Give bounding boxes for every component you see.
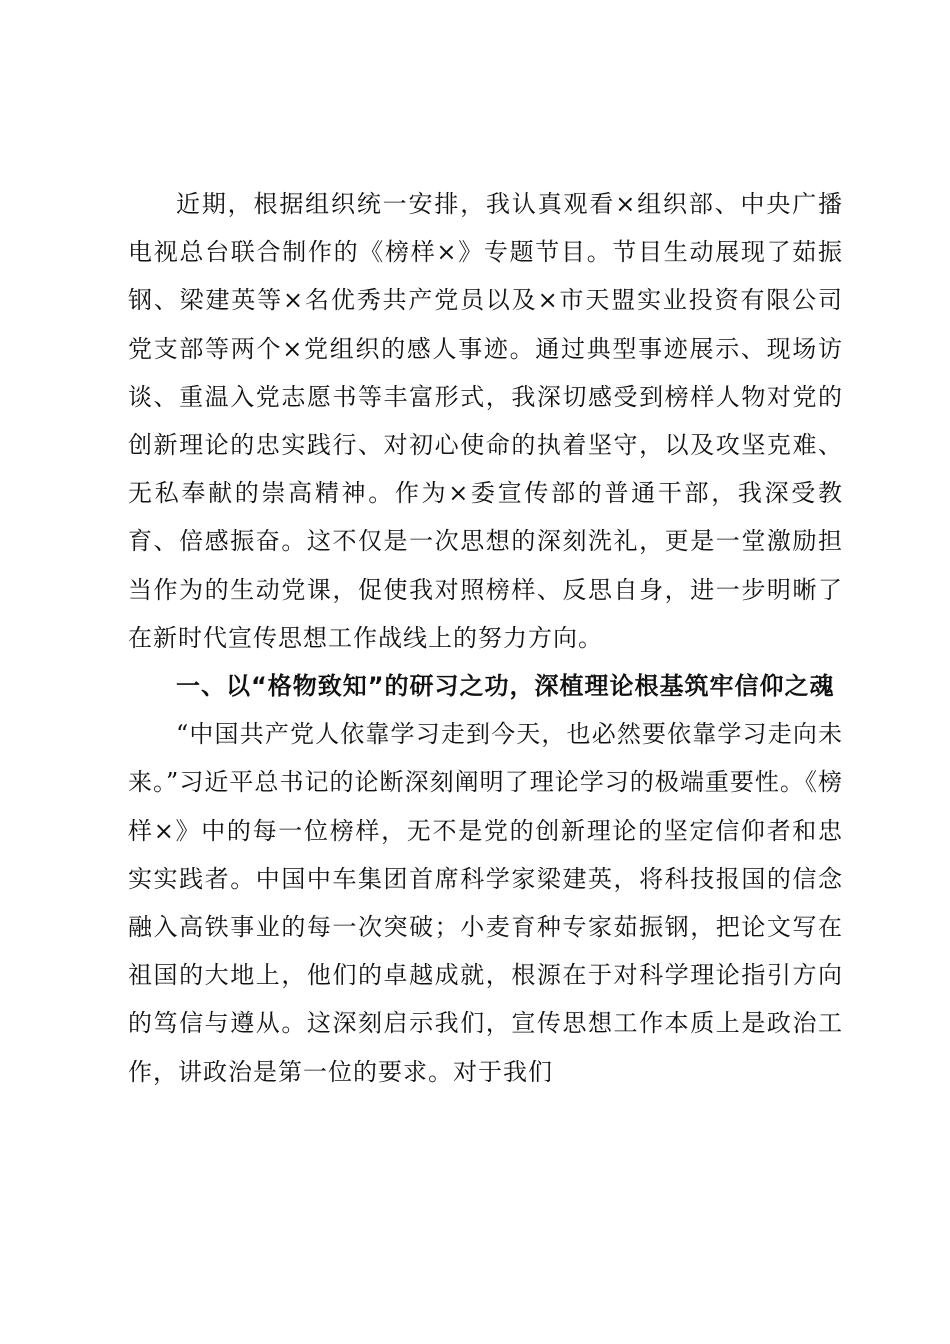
intro-paragraph: 近期，根据组织统一安排，我认真观看×组织部、中央广播电视总台联合制作的《榜样×》专题节目。节目生动展现了茹振钢、梁建英等×名优秀共产党员以及×市天盟实业投资有限公司党支部等两个×党组织的感人事迹。通过典型事迹展示、现场访谈、重温入党志愿书等丰富形式，我深切感受到榜样人物对党的创新理论的忠实践行、对初心使命的执着坚守，以及攻坚克难、无私奉献的崇高精神。作为×委宣传部的普通干部，我深受教育、倍感振奋。这不仅是一次思想的深刻洗礼，更是一堂激励担当作为的生动党课，促使我对照榜样、反思自身，进一步明晰了在新时代宣传思想工作战线上的努力方向。 [128, 190, 843, 652]
document-body [128, 180, 843, 1096]
section-heading: 一、以“格物致知”的研习之功，深植理论根基筑牢信仰之魂 [176, 672, 835, 701]
section-paragraph: “中国共产党人依靠学习走到今天，也必然要依靠学习走向未来。”习近平总书记的论断深刻阐明了理论学习的极端重要性。《榜样×》中的每一位榜样，无不是党的创新理论的坚定信仰者和忠实实践者。中国中车集团首席科学家梁建英，将科技报国的信念融入高铁事业的每一次突破；小麦育种专家茹振钢，把论文写在祖国的大地上，他们的卓越成就，根源在于对科学理论指引方向的笃信与遵从。这深刻启示我们，宣传思想工作本质上是政治工作，讲政治是第一位的要求。对于我们 [128, 720, 843, 1086]
